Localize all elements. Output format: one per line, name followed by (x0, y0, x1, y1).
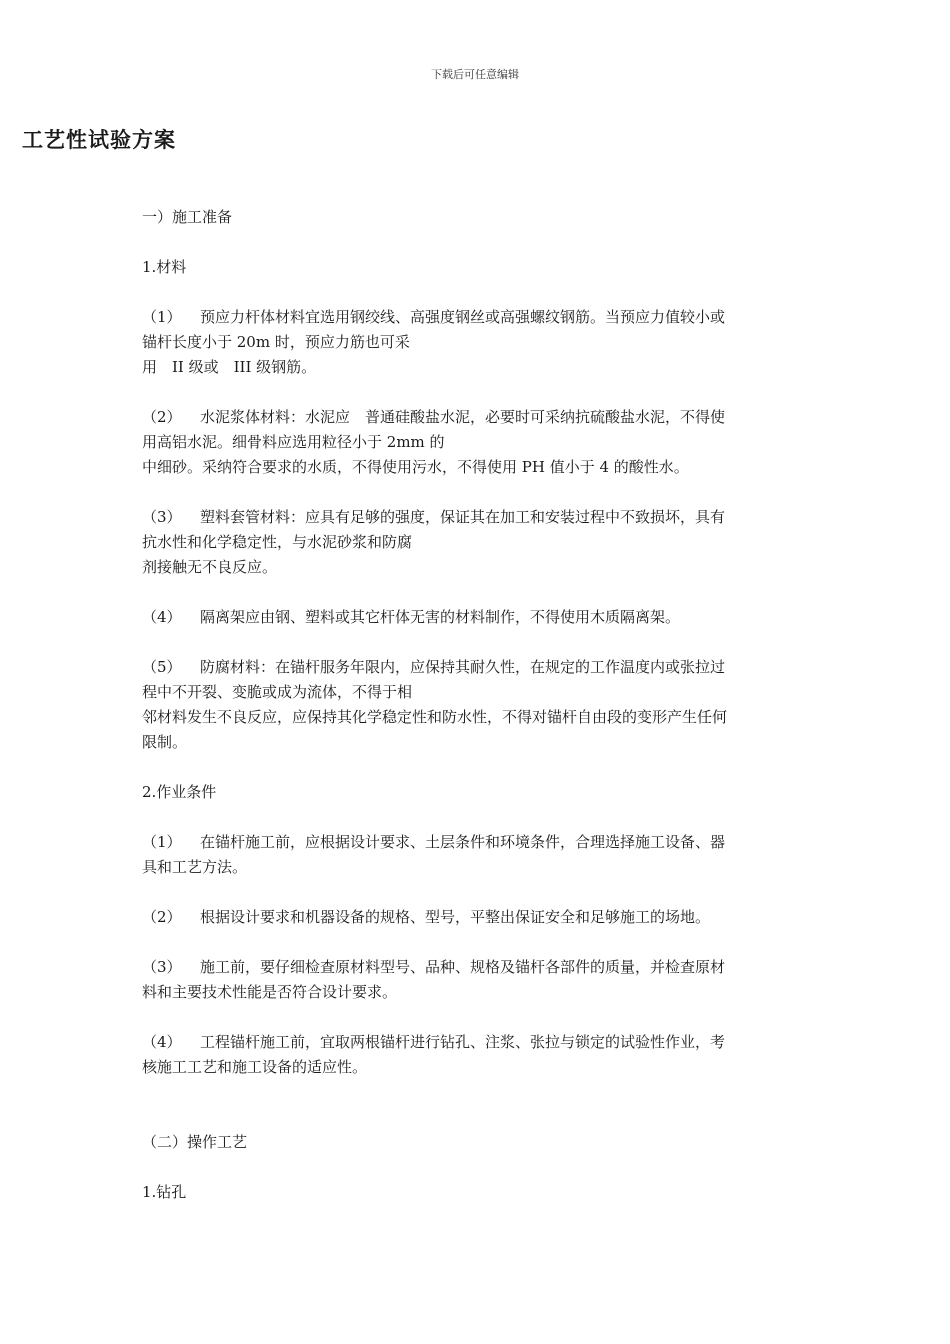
section-heading: 一）施工准备 (142, 208, 233, 226)
item-text: 料和主要技术性能是否符合设计要求。 (142, 983, 398, 1001)
item-text: 隔离架应由钢、塑料或其它杆体无害的材料制作，不得使用木质隔离架。 (200, 608, 681, 626)
condition-item-1 (142, 830, 802, 880)
item-text: 锚杆长度小于 20m 时，预应力筋也可采 (142, 333, 410, 351)
item-text: 用 II 级或 III 级钢筋。 (142, 358, 317, 376)
header-note: 下载后可任意编辑 (431, 68, 519, 81)
item-number: （1） (142, 308, 182, 326)
item-text: 用高铝水泥。细骨料应选用粒径小于 2mm 的 (142, 433, 445, 451)
document-title: 工艺性试验方案 (22, 127, 176, 152)
item-number: （5） (142, 658, 182, 676)
item-text: 工程锚杆施工前，宜取两根锚杆进行钻孔、注浆、张拉与锁定的试验性作业，考 (200, 1033, 726, 1051)
condition-item-2 (142, 905, 802, 930)
material-item-3 (142, 505, 802, 580)
subsection-heading: 2.作业条件 (142, 783, 217, 801)
subsection-heading: 1.材料 (142, 258, 187, 276)
subsection-heading: 1.钻孔 (142, 1183, 187, 1201)
item-text: 根据设计要求和机器设备的规格、型号，平整出保证安全和足够施工的场地。 (200, 908, 711, 926)
item-text: 水泥浆体材料：水泥应 普通硅酸盐水泥，必要时可采纳抗硫酸盐水泥，不得使 (200, 408, 726, 426)
condition-item-4 (142, 1030, 802, 1080)
material-item-1 (142, 305, 802, 380)
section-heading: （二）操作工艺 (142, 1133, 248, 1151)
material-item-4 (142, 605, 802, 630)
item-text: 抗水性和化学稳定性，与水泥砂浆和防腐 (142, 533, 413, 551)
item-text: 在锚杆施工前，应根据设计要求、土层条件和环境条件，合理选择施工设备、器 (200, 833, 726, 851)
item-text: 塑料套管材料：应具有足够的强度，保证其在加工和安装过程中不致损坏，具有 (200, 508, 726, 526)
condition-item-3 (142, 955, 802, 1005)
item-text: 邻材料发生不良反应，应保持其化学稳定性和防水性，不得对锚杆自由段的变形产生任何 (142, 708, 728, 726)
item-text: 防腐材料：在锚杆服务年限内，应保持其耐久性，在规定的工作温度内或张拉过 (200, 658, 726, 676)
item-text: 具和工艺方法。 (142, 858, 248, 876)
document-body (142, 205, 802, 1230)
item-text: 中细砂。采纳符合要求的水质，不得使用污水，不得使用 PH 值小于 4 的酸性水。 (142, 458, 689, 476)
item-number: （1） (142, 833, 182, 851)
material-item-5 (142, 655, 802, 755)
item-text: 施工前，要仔细检查原材料型号、品种、规格及锚杆各部件的质量，并检查原材 (200, 958, 726, 976)
item-text: 预应力杆体材料宜选用钢绞线、高强度钢丝或高强螺纹钢筋。当预应力值较小或 (200, 308, 726, 326)
item-text: 核施工工艺和施工设备的适应性。 (142, 1058, 368, 1076)
item-number: （2） (142, 408, 182, 426)
material-item-2 (142, 405, 802, 480)
item-number: （3） (142, 508, 182, 526)
item-number: （4） (142, 1033, 182, 1051)
item-number: （3） (142, 958, 182, 976)
item-number: （2） (142, 908, 182, 926)
item-text: 程中不开裂、变脆或成为流体，不得于相 (142, 683, 413, 701)
item-text: 剂接触无不良反应。 (142, 558, 278, 576)
item-text: 限制。 (142, 733, 188, 751)
item-number: （4） (142, 608, 182, 626)
